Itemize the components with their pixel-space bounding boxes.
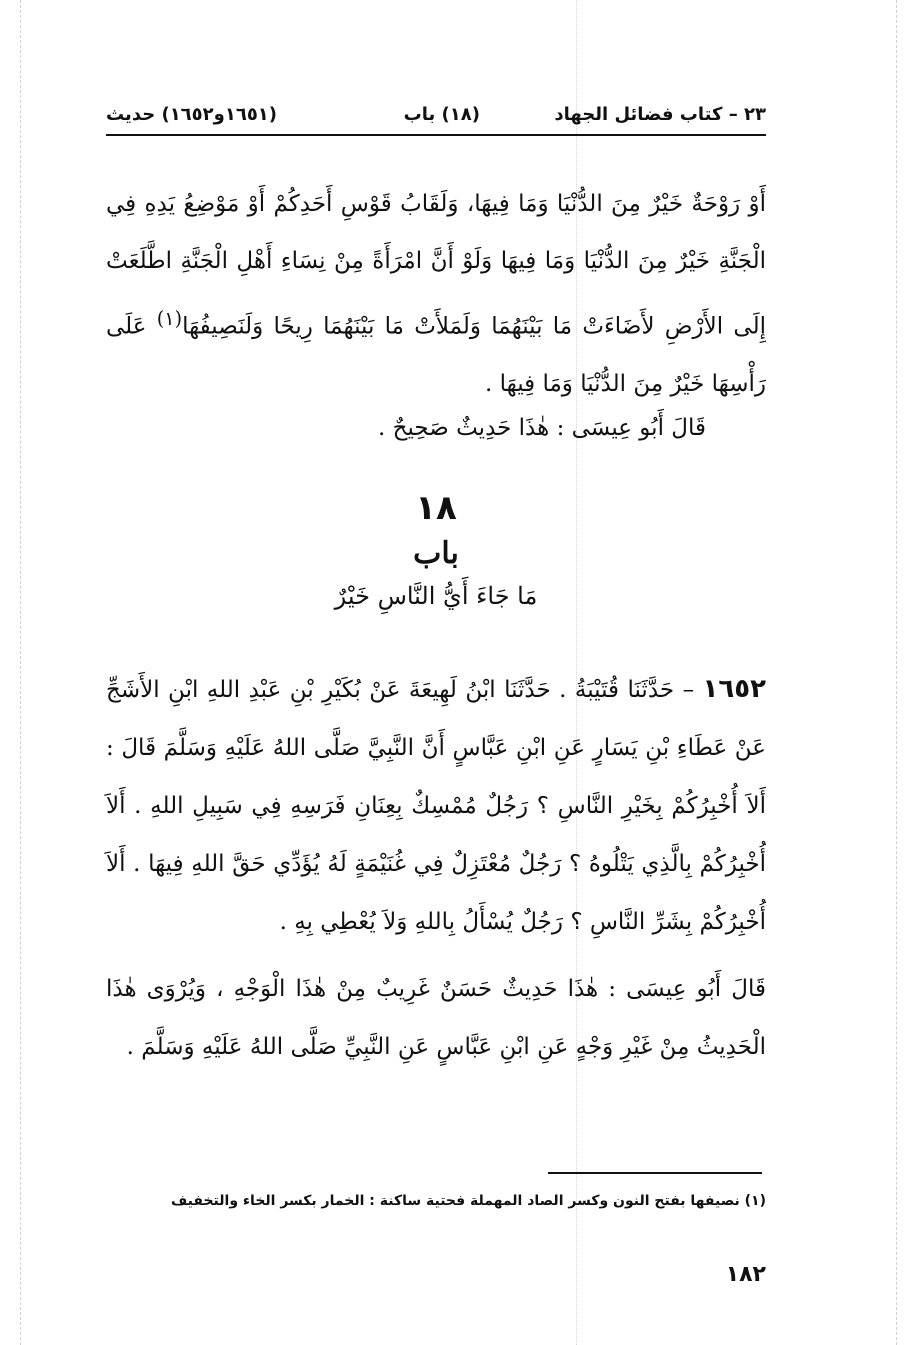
abu-isa-comment: قَالَ أَبُو عِيسَى : هٰذَا حَدِيثٌ صَحِيحٌ . (377, 415, 706, 441)
header-hadith-range: (١٦٥١و١٦٥٢) حديث (106, 104, 278, 125)
chapter-number: ١٨ (415, 488, 457, 528)
header-book-title: ٢٣ – كتاب فضائل الجهاد (554, 104, 766, 125)
header-chapter: (١٨) باب (403, 104, 480, 125)
chapter-title: مَا جَاءَ أَيُّ النَّاسِ خَيْرٌ (334, 582, 538, 610)
footnote-reference: (١) (156, 307, 183, 330)
chapter-label: باب (413, 536, 459, 571)
hadith-paragraph (106, 660, 766, 951)
hadith-number: ١٦٥٢ (702, 674, 766, 704)
abu-isa-comment-2: قَالَ أَبُو عِيسَى : هٰذَا حَدِيثٌ حَسَنٌ غَرِيبٌ مِنْ هٰذَا الْوَجْهِ ، وَيُرْوَى هٰذَا الْحَدِيثُ مِنْ غَيْرِ وَجْهٍ عَنِ ابْنِ عَبَّاسٍ عَنِ النَّبِيِّ صَلَّى اللهُ عَلَيْهِ وَسَلَّمَ . (106, 976, 766, 1060)
scan-edge-right (896, 0, 897, 1345)
header-rule (106, 134, 766, 136)
paragraph-text: أَوْ رَوْحَةٌ خَيْرٌ مِنَ الدُّنْيَا وَمَا فِيهَا، وَلَقَابُ قَوْسِ أَحَدِكُمْ أَوْ مَوْضِعُ يَدِهِ فِي الْجَنَّةِ خَيْرٌ مِنَ الدُّنْيَا وَمَا فِيهَا وَلَوْ أَنَّ امْرَأَةً مِنْ نِسَاءِ أَهْلِ الْجَنَّةِ اطَّلَعَتْ إِلَى الأَرْضِ لأَضَاءَتْ مَا بَيْنَهُمَا وَلَمَلأَتْ مَا بَيْنَهُمَا رِيحًا وَلَنَصِيفُهَا (106, 191, 767, 340)
hadith-continuation-paragraph (106, 176, 766, 413)
footnote: (١) نصيفها بفتح النون وكسر الصاد المهملة فحتية ساكنة : الخمار بكسر الخاء والتخفيف (171, 1193, 766, 1209)
footnote-rule (548, 1172, 762, 1174)
running-header (106, 96, 766, 136)
page-number: ١٨٢ (725, 1262, 766, 1287)
hadith-text: – حَدَّثَنَا قُتَيْبَةُ . حَدَّثَنَا ابْنُ لَهِيعَةَ عَنْ بُكَيْرِ بْنِ عَبْدِ اللهِ ابْنِ الأَشَجِّ عَنْ عَطَاءِ بْنِ يَسَارٍ عَنِ ابْنِ عَبَّاسٍ أَنَّ النَّبِيَّ صَلَّى اللهُ عَلَيْهِ وَسَلَّمَ قَالَ : أَلاَ أُخْبِرُكُمْ بِخَيْرِ النَّاسِ ؟ رَجُلٌ مُمْسِكٌ بِعِنَانِ فَرَسِهِ فِي سَبِيلِ اللهِ . أَلاَ أُخْبِرُكُمْ بِالَّذِي يَتْلُوهُ ؟ رَجُلٌ مُعْتَزِلٌ فِي غُنَيْمَةٍ لَهُ يُؤَدِّي حَقَّ اللهِ فِيهَا . أَلاَ أُخْبِرُكُمْ بِشَرِّ النَّاسِ ؟ رَجُلٌ يُسْأَلُ بِاللهِ وَلاَ يُعْطِي بِهِ . (106, 677, 766, 935)
scan-edge-left (20, 0, 21, 1345)
paragraph-end: عَلَى رَأْسِهَا خَيْرٌ مِنَ الدُّنْيَا وَمَا فِيهَا . (106, 313, 766, 397)
